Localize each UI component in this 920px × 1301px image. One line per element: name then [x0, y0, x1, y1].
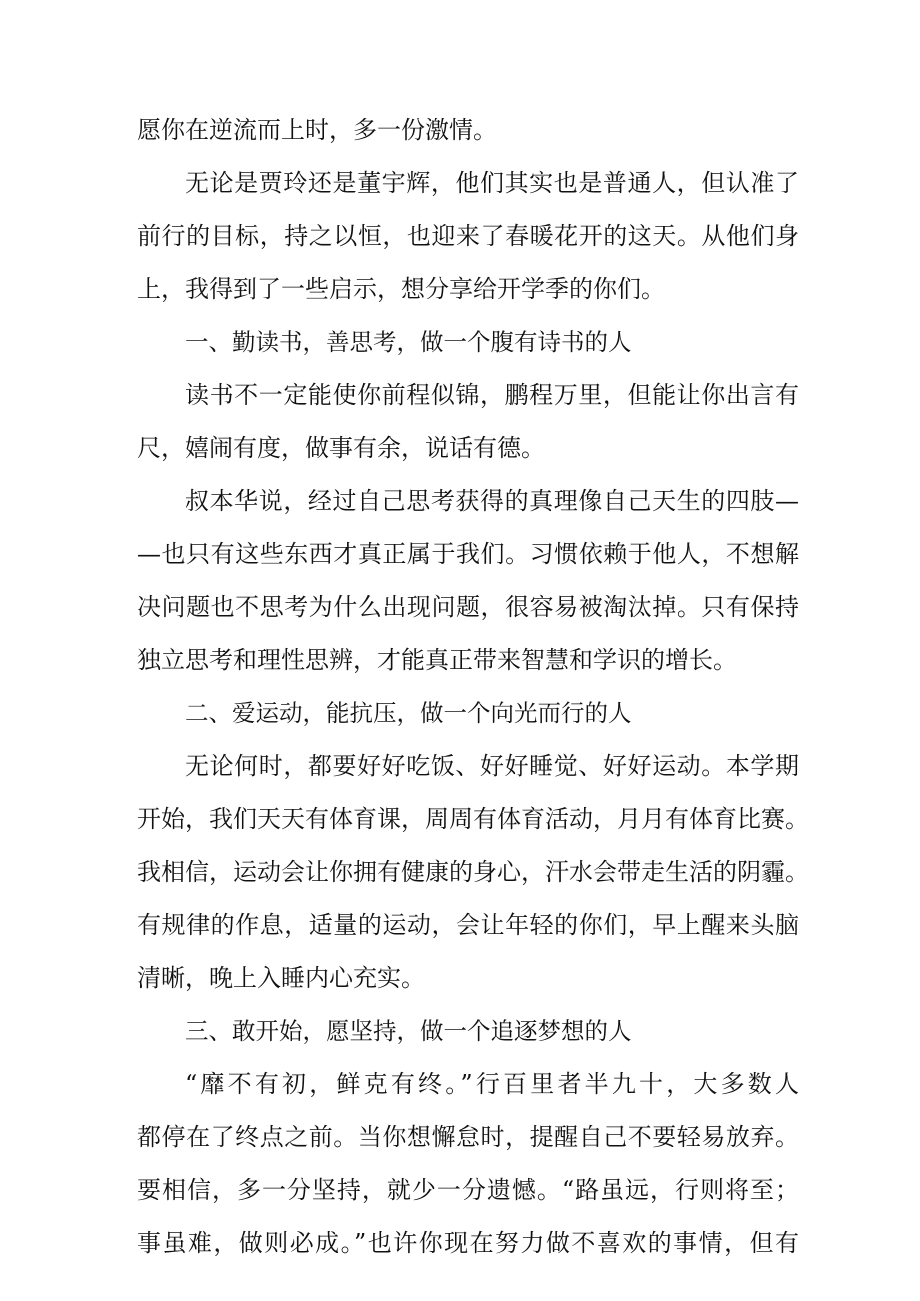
- section-heading-1: 一、勤读书，善思考，做一个腹有诗书的人: [185, 328, 632, 356]
- text-line-22: 事虽难，做则必成。”也许你现在努力做不喜欢的事情，但有: [137, 1229, 799, 1257]
- text-line-6: 读书不一定能使你前程似锦，鹏程万里，但能让你出言有: [185, 381, 799, 409]
- text-line-21: 要相信，多一分坚持，就少一分遗憾。“路虽远，行则将至；: [137, 1176, 799, 1204]
- text-line-2: 无论是贾玲还是董宇辉，他们其实也是普通人，但认准了: [185, 169, 799, 197]
- text-line-14: 开始，我们天天有体育课，周周有体育活动，月月有体育比赛。: [137, 805, 809, 833]
- text-line-19: “靡不有初，鲜克有终。”行百里者半九十，大多数人: [185, 1070, 799, 1098]
- text-line-11: 独立思考和理性思辨，才能真正带来智慧和学识的增长。: [137, 646, 737, 674]
- text-line-10: 决问题也不思考为什么出现问题，很容易被淘汰掉。只有保持: [137, 593, 799, 621]
- document-body: [137, 104, 809, 1270]
- text-line-17: 清晰，晚上入睡内心充实。: [137, 964, 425, 992]
- text-line-15: 我相信，运动会让你拥有健康的身心，汗水会带走生活的阴霾。: [137, 858, 809, 886]
- text-line-8: 叔本华说，经过自己思考获得的真理像自己天生的四肢—: [185, 487, 799, 515]
- text-line-7: 尺，嬉闹有度，做事有余，说话有德。: [137, 434, 545, 462]
- text-line-20: 都停在了终点之前。当你想懈怠时，提醒自己不要轻易放弃。: [137, 1123, 799, 1151]
- text-line-3: 前行的目标，持之以恒，也迎来了春暖花开的这天。从他们身: [137, 222, 799, 250]
- section-heading-3: 三、敢开始，愿坚持，做一个追逐梦想的人: [185, 1017, 632, 1045]
- section-heading-2: 二、爱运动，能抗压，做一个向光而行的人: [185, 699, 632, 727]
- text-line-4: 上，我得到了一些启示，想分享给开学季的你们。: [137, 275, 665, 303]
- text-line-16: 有规律的作息，适量的运动，会让年轻的你们，早上醒来头脑: [137, 911, 799, 939]
- text-line-9: —也只有这些东西才真正属于我们。习惯依赖于他人，不想解: [137, 540, 799, 568]
- text-line-13: 无论何时，都要好好吃饭、好好睡觉、好好运动。本学期: [185, 752, 799, 780]
- text-line-1: 愿你在逆流而上时，多一份激情。: [137, 116, 497, 144]
